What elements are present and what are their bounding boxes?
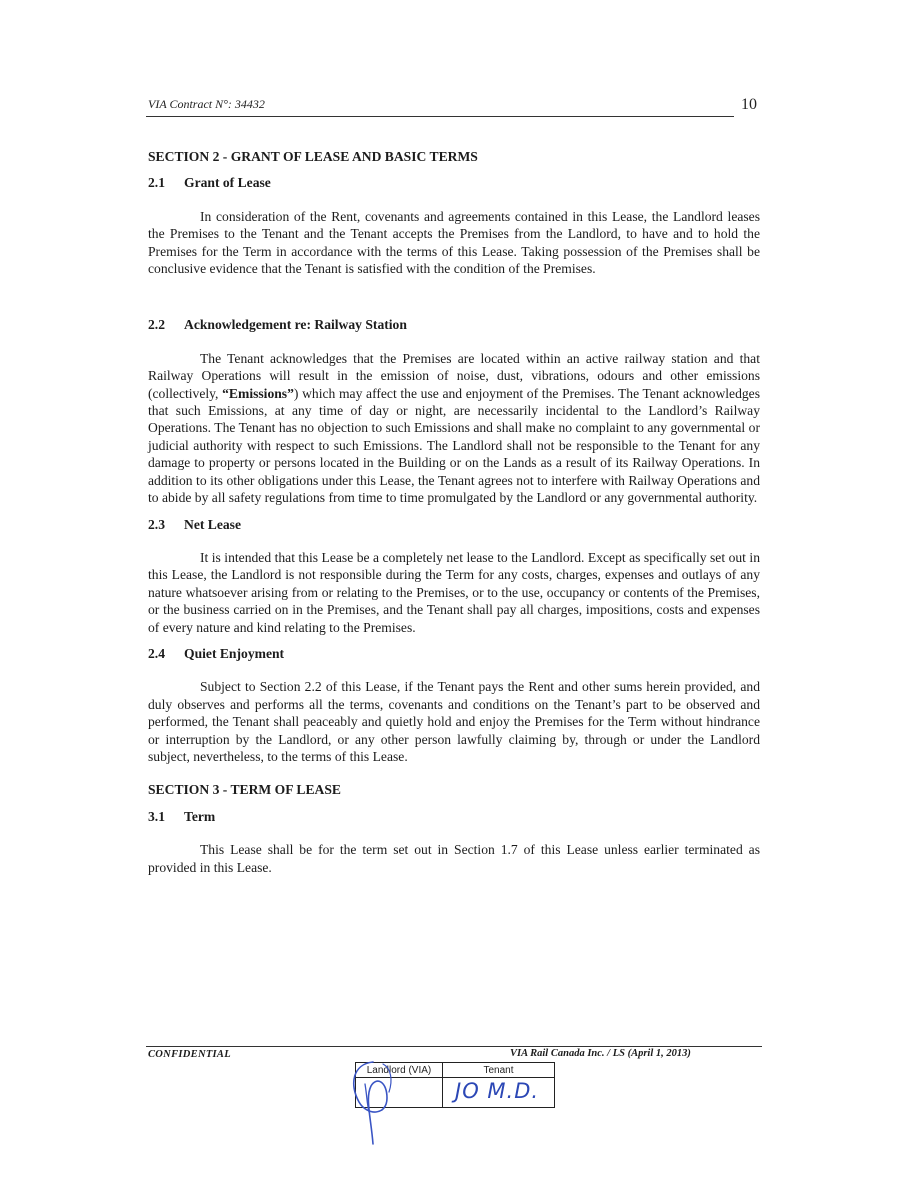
paragraph-2-3: It is intended that this Lease be a completely net lease to the Landlord. Except as specifically set out in this Lease, the Landlord is not responsible during the Term for any costs, charges, expenses and outlays of any nature whatsoever arising from or relating to the Premises, or to the use, occupancy or contents of the Premises, or the business carried on in the Premises, and the Tenant shall pay all charges, impositions, costs and expenses of every nature and kind relating to the Premises. [148, 549, 760, 635]
paragraph-3-1: This Lease shall be for the term set out in Section 1.7 of this Lease unless earlier terminated as provided in this Lease. [148, 842, 760, 875]
section-2-title: SECTION 2 - GRANT OF LEASE AND BASIC TERMS [148, 149, 478, 164]
section-3-title: SECTION 3 - TERM OF LEASE [148, 782, 341, 798]
tenant-label: Tenant [483, 1065, 514, 1076]
paragraph-text: ) which may affect the use and enjoyment of the Premises. The Tenant acknowledges that such Emissions, at any time of day or night, are necessarily incidental to the Landlord’s Railway Operations. The Tenant has no objection to such Emissions and shall make no complaint to any governmental or judicial authority with respect to such Emissions. The Landlord shall not be responsible to the Tenant for any damage to property or persons located in the Building or on the Lands as a result of its Railway Operations. In addition to its other obligations under this Lease, the Tenant agrees not to interfere with Railway Operations and to abide by all safety regulations from time to time promulgated by the Landlord or any governmental authority. [148, 385, 760, 506]
subsection-2-3-heading [148, 516, 760, 533]
subsection-title: Quiet Enjoyment [184, 645, 285, 661]
subsection-2-1-heading [148, 174, 760, 191]
subsection-3-1-heading [148, 808, 760, 825]
paragraph-2-1: In consideration of the Rent, covenants and agreements contained in this Lease, the Landlord leases the Premises to the Tenant and the Tenant accepts the Premises from the Landlord, to have and to hold the Premises for the Term in accordance with the terms of this Lease. Taking possession of the Premises shall be conclusive evidence that the Tenant is satisfied with the condition of the Premises. [148, 208, 760, 277]
subsection-number: 2.3 [148, 516, 165, 532]
contract-number: VIA Contract N°: 34432 [148, 97, 265, 111]
landlord-label: Landlord (VIA) [366, 1065, 432, 1076]
footer-rule [146, 1046, 762, 1047]
paragraph-2-4: Subject to Section 2.2 of this Lease, if the Tenant pays the Rent and other sums herein provided, and duly observes and performs all the terms, covenants and conditions on the Tenant’s part to be observed and performed, the Tenant shall peaceably and quietly hold and enjoy the Premises for the Term without hindrance or interruption by the Landlord, or any other person lawfully claiming by, through or under the Landlord subject, nevertheless, to the terms of this Lease. [148, 679, 760, 764]
document-body [148, 148, 760, 876]
subsection-title: Net Lease [184, 516, 241, 532]
subsection-number: 2.4 [148, 645, 165, 661]
tenant-initials-handwritten: JO M.D. [455, 1079, 540, 1103]
subsection-title: Grant of Lease [184, 175, 271, 191]
subsection-2-4-heading [148, 645, 760, 662]
defined-term-emissions: “Emissions” [222, 385, 294, 401]
tenant-initials-cell [443, 1063, 554, 1107]
landlord-signature-scribble [343, 1058, 403, 1148]
paragraph-text: The Tenant acknowledges that the Premises are located within an active railway station and that Railway Operations will result in the emission of noise, dust, vibrations, odours and other emissions (collectively, [148, 350, 760, 401]
page-number: 10 [741, 96, 757, 113]
subsection-title: Term [184, 808, 216, 824]
subsection-title: Acknowledgement re: Railway Station [184, 317, 407, 333]
confidential-label: CONFIDENTIAL [148, 1049, 231, 1060]
paragraph-2-2 [148, 350, 760, 507]
subsection-number: 2.2 [148, 317, 165, 333]
cell-divider [443, 1077, 554, 1078]
header-rule [146, 116, 734, 117]
subsection-number: 2.1 [148, 175, 165, 191]
subsection-2-2-heading [148, 316, 760, 333]
footer-version-note: VIA Rail Canada Inc. / LS (April 1, 2013) [510, 1048, 691, 1059]
subsection-number: 3.1 [148, 808, 165, 824]
